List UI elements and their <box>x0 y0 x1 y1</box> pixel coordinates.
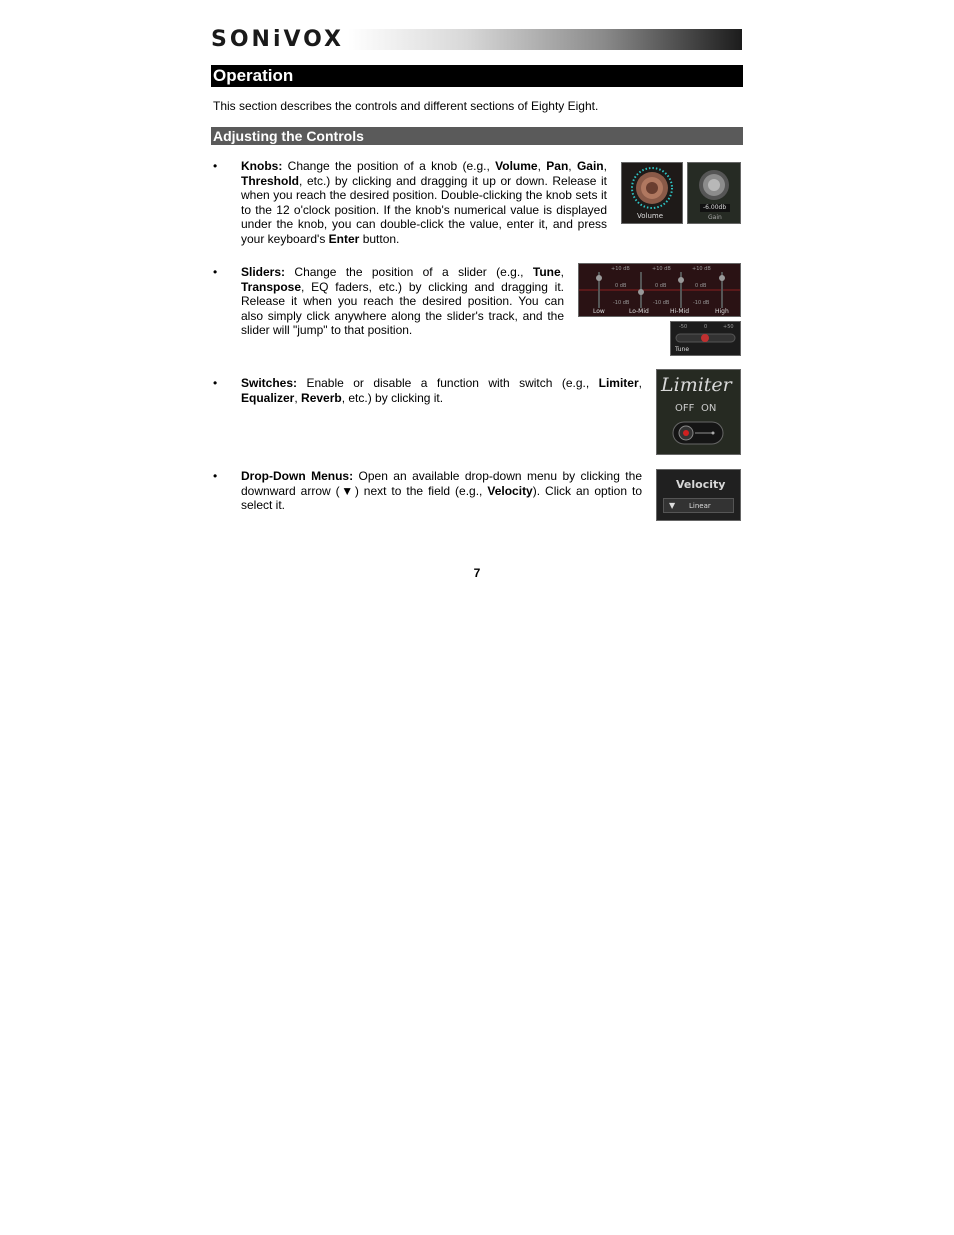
eq-band-lo-mid: Lo-Mid <box>629 308 649 315</box>
eq-band-high: High <box>715 308 729 315</box>
dropdowns-paragraph: Drop-Down Menus: Open an available drop-down menu by clicking the downward arrow (▼) next to the field (e.g., Velocity). Click an option to select it. <box>241 469 642 513</box>
switches-paragraph: Switches: Enable or disable a function with switch (e.g., Limiter, Equalizer, Reverb, etc.) by clicking it. <box>241 376 642 405</box>
bullet-knobs: • <box>213 159 218 173</box>
eq-top-label-1: +10 dB <box>611 266 630 272</box>
section-intro: This section describes the controls and different sections of Eighty Eight. <box>213 99 599 113</box>
velocity-dropdown-value: Linear <box>689 502 711 510</box>
knobs-paragraph: Knobs: Change the position of a knob (e.g., Volume, Pan, Gain, Threshold, etc.) by clicking and dragging it up or down. Release it when you reach the desired position. Double-clicking the knob sets it to the 12 o'clock position. If the knob's numerical value is displayed under the knob, you can double-click the value, enter it, and press your keyboard's Enter button. <box>241 159 607 246</box>
header-gradient-bar <box>348 29 742 50</box>
eq-sliders-image <box>578 263 741 317</box>
tune-max-label: +50 <box>723 324 734 330</box>
eq-band-low: Low <box>593 308 605 315</box>
limiter-off-label: OFF <box>675 403 695 414</box>
subsection-title: Adjusting the Controls <box>211 127 743 145</box>
limiter-toggle-icon <box>657 370 740 454</box>
chevron-down-icon: ▼ <box>669 501 676 510</box>
bullet-switches: • <box>213 376 218 390</box>
eq-mid-label-3: 0 dB <box>695 283 707 289</box>
page-number: 7 <box>473 566 481 580</box>
bullet-sliders: • <box>213 265 218 279</box>
eq-top-label-3: +10 dB <box>692 266 711 272</box>
bullet-dropdowns: • <box>213 469 218 483</box>
velocity-dropdown-title: Velocity <box>676 478 726 491</box>
sliders-paragraph: Sliders: Change the position of a slider (e.g., Tune, Transpose, EQ faders, etc.) by clicking and dragging it. Release it when you reach the desired position. You can also simply click anywhere along the slider's track, and the slider will "jump" to that position. <box>241 265 564 338</box>
tune-slider-image <box>670 321 741 356</box>
limiter-switch-title: Limiter <box>661 374 732 396</box>
eq-bot-label-3: -10 dB <box>693 300 710 306</box>
velocity-dropdown-image <box>656 469 741 521</box>
eq-band-hi-mid: Hi-Mid <box>670 308 689 315</box>
volume-knob-label: Volume <box>637 212 664 220</box>
gain-knob-label: Gain <box>708 214 722 221</box>
eq-top-label-2: +10 dB <box>652 266 671 272</box>
eq-bot-label-2: -10 dB <box>653 300 670 306</box>
gain-knob-image <box>687 162 741 224</box>
section-title: Operation <box>211 65 743 87</box>
volume-knob-image <box>621 162 683 224</box>
eq-mid-label-1: 0 dB <box>615 283 627 289</box>
eq-mid-label-2: 0 dB <box>655 283 667 289</box>
tune-mid-label: 0 <box>704 324 708 330</box>
limiter-switch-image <box>656 369 741 455</box>
limiter-on-label: ON <box>701 403 717 414</box>
velocity-dropdown-field <box>663 498 734 513</box>
gain-value-readout: -6.00db <box>703 204 727 211</box>
tune-min-label: -50 <box>679 324 688 330</box>
tune-slider-label: Tune <box>675 346 690 353</box>
eq-bot-label-1: -10 dB <box>613 300 630 306</box>
sonivox-logo: SONiVOX <box>211 27 345 52</box>
